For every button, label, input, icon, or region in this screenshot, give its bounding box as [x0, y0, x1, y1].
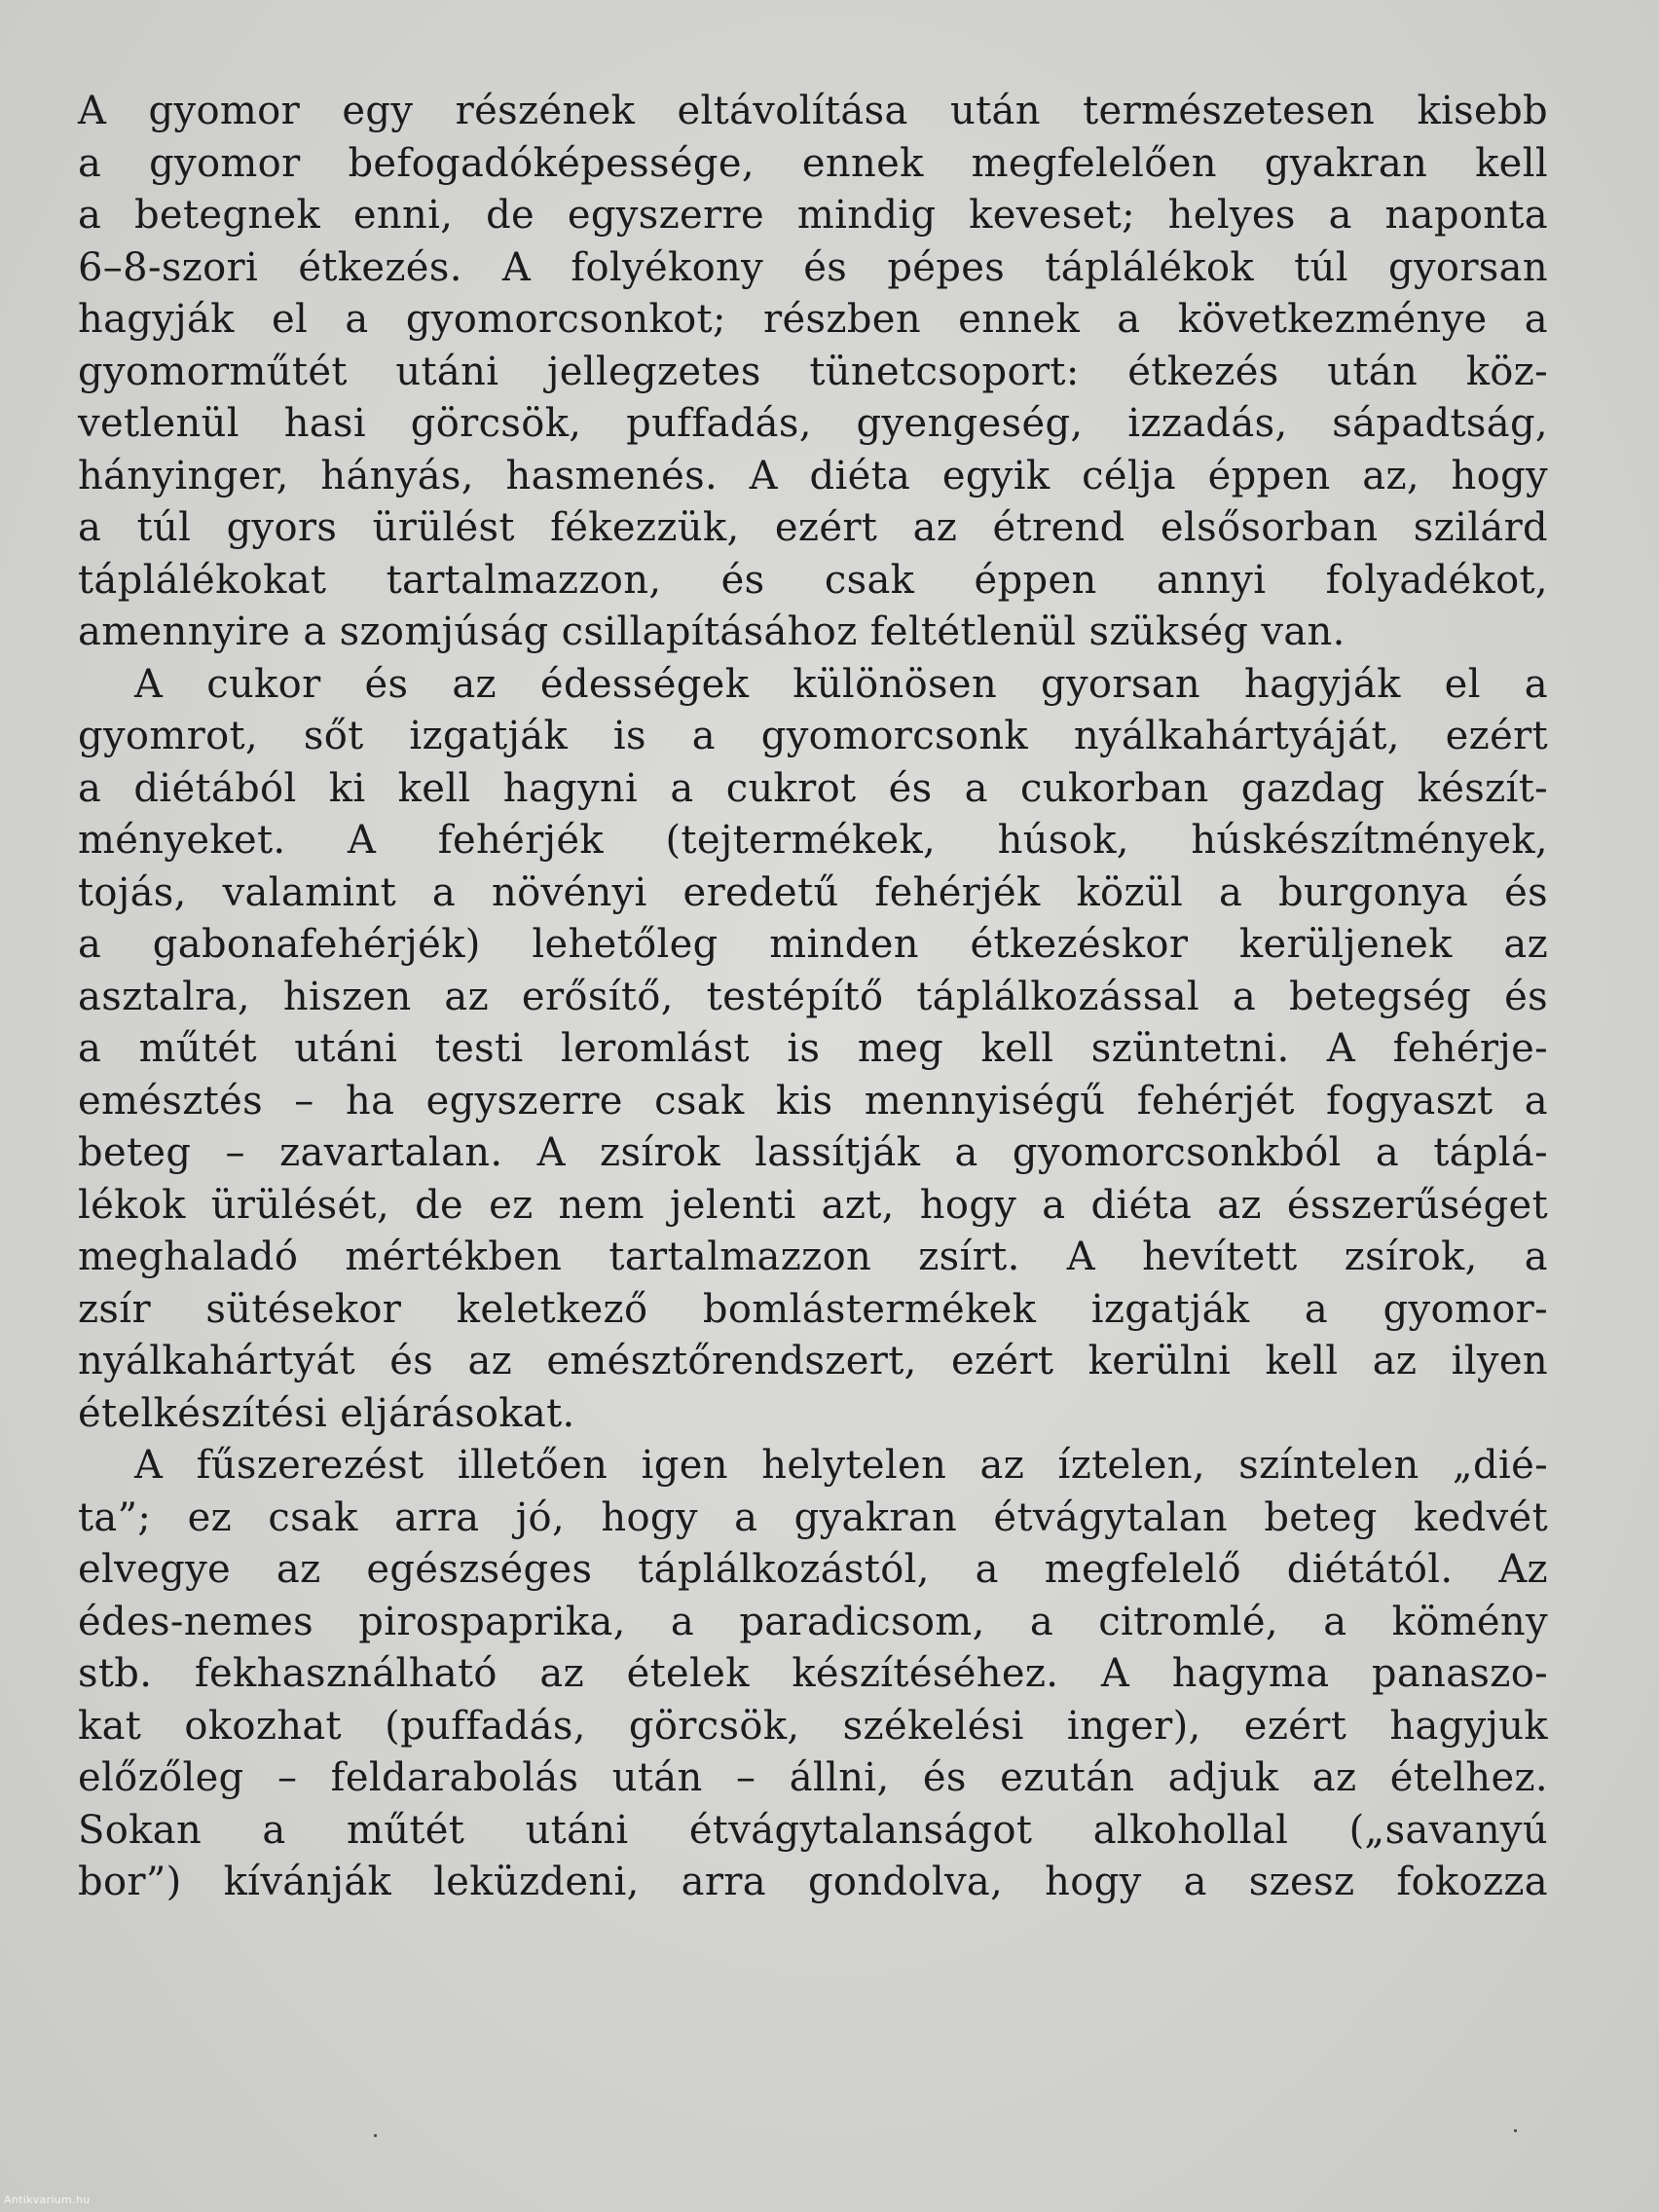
text-line: hagyják el a gyomorcsonkot; részben ennek a következménye a — [78, 297, 1548, 342]
text-line: táplálékokat tartalmazzon, és csak éppen annyi folyadékot, — [78, 557, 1548, 603]
text-line: A gyomor egy részének eltávolítása után természetesen kisebb — [78, 89, 1548, 133]
text-line: a gabonafehérjék) lehetőleg minden étkezéskor kerüljenek az — [78, 922, 1548, 967]
text-line: édes-nemes pirospaprika, a paradicsom, a citromlé, a kömény — [78, 1599, 1548, 1644]
text-line: stb. fekhasználható az ételek készítéséhez. A hagyma panaszo- — [78, 1651, 1548, 1696]
paragraph-start-line: A fűszerezést illetően igen helytelen az íztelen, színtelen „dié- — [134, 1443, 1548, 1488]
text-line: meghaladó mértékben tartalmazzon zsírt. A hevített zsírok, a — [78, 1235, 1548, 1279]
body-text — [78, 86, 1548, 1909]
text-line: a betegnek enni, de egyszerre mindig keveset; helyes a naponta — [78, 193, 1548, 238]
text-line: emésztés – ha egyszerre csak kis mennyiségű fehérjét fogyaszt a — [78, 1078, 1548, 1124]
text-line: 6–8-szori étkezés. A folyékony és pépes táplálékok túl gyorsan — [78, 244, 1548, 290]
text-line: ményeket. A fehérjék (tejtermékek, húsok, húskészítmények, — [78, 818, 1548, 863]
print-speck — [374, 2134, 377, 2137]
text-line: a túl gyors ürülést fékezzük, ezért az étrend elsősorban szilárd — [78, 505, 1548, 550]
text-line: ételkészítési eljárásokat. — [78, 1390, 575, 1436]
text-line: a műtét utáni testi leromlást is meg kell szüntetni. A fehérje- — [78, 1026, 1548, 1071]
watermark-label: Antikvarium.hu — [4, 2194, 91, 2206]
text-line: asztalra, hiszen az erősítő, testépítő táplálkozással a betegség és — [78, 974, 1548, 1019]
text-line: kat okozhat (puffadás, görcsök, székelési inger), ezért hagyjuk — [78, 1703, 1548, 1749]
print-speck — [1514, 2129, 1517, 2132]
text-line: a gyomor befogadóképessége, ennek megfelelően gyakran kell — [78, 140, 1548, 186]
text-line: ta”; ez csak arra jó, hogy a gyakran étvágytalan beteg kedvét — [78, 1494, 1548, 1540]
text-line: beteg – zavartalan. A zsírok lassítják a gyomorcsonkból a táplá- — [78, 1130, 1548, 1175]
text-line: zsír sütésekor keletkező bomlástermékek izgatják a gyomor- — [78, 1286, 1548, 1332]
text-line: lékok ürülését, de ez nem jelenti azt, hogy a diéta az ésszerűséget — [78, 1182, 1548, 1228]
text-line: vetlenül hasi görcsök, puffadás, gyengeség, izzadás, sápadtság, — [78, 401, 1548, 446]
paragraph-start-line: A cukor és az édességek különösen gyorsan hagyják el a — [134, 661, 1548, 707]
text-line: tojás, valamint a növényi eredetű fehérjék közül a burgonya és — [78, 869, 1548, 915]
text-line: elvegye az egészséges táplálkozástól, a megfelelő diétától. Az — [78, 1547, 1548, 1592]
text-line: gyomrot, sőt izgatják is a gyomorcsonk nyálkahártyáját, ezért — [78, 714, 1548, 758]
text-line: hányinger, hányás, hasmenés. A diéta egyik célja éppen az, hogy — [78, 453, 1548, 498]
text-line: Sokan a műtét utáni étvágytalanságot alkohollal („savanyú — [78, 1807, 1548, 1853]
text-line: bor”) kívánják leküzdeni, arra gondolva, hogy a szesz fokozza — [78, 1860, 1548, 1904]
text-line: gyomorműtét utáni jellegzetes tünetcsoport: étkezés után köz- — [78, 349, 1548, 394]
text-line: nyálkahártyát és az emésztőrendszert, ezért kerülni kell az ilyen — [78, 1339, 1548, 1383]
text-line: a diétából ki kell hagyni a cukrot és a cukorban gazdag készít- — [78, 765, 1548, 811]
text-line: előzőleg – feldarabolás után – állni, és ezután adjuk az ételhez. — [78, 1755, 1548, 1800]
text-line: amennyire a szomjúság csillapításához feltétlenül szükség van. — [78, 609, 1346, 654]
